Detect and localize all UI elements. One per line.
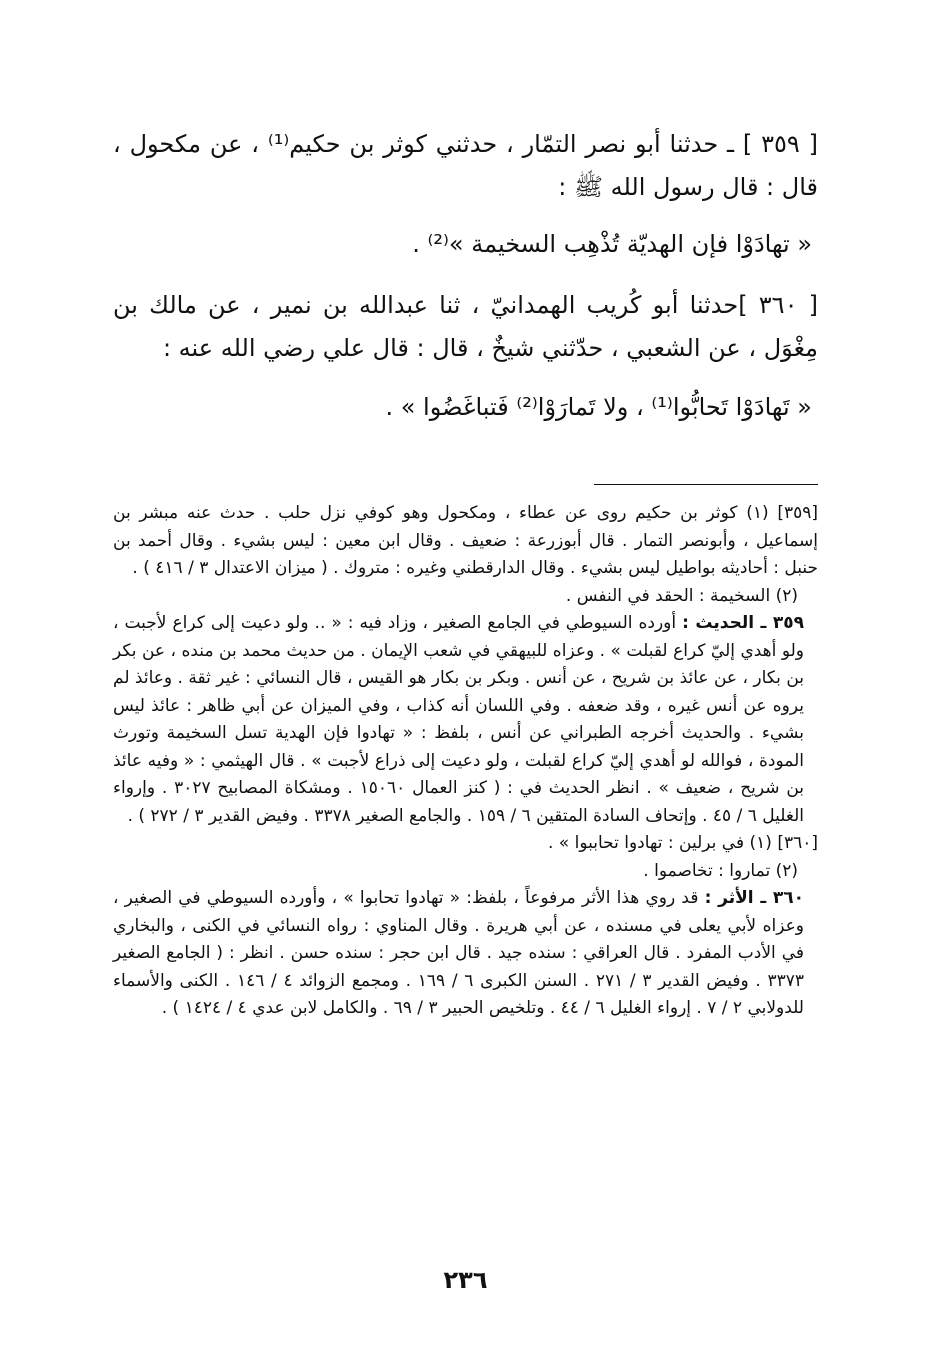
takhrij-359-text: أورده السيوطي في الجامع الصغير ، وزاد فيه : « .. ولو دعيت إلى كراع لأجبت ، ولو أهدي إليّ كراع لقبلت » . وعزاه للبيهقي في شعب الإيمان . من حديث محمد بن منده ، عن بكر بن بكار ، عن عائذ بن شريح ، عن أنس . وبكر بن بكار هو القيس ، قال النسائي : غير ثقة . وعائذ لم يروه عن أنس غيره ، وقد ضعفه . وفي اللسان أنه كذاب ، وفي الميزان عن أبي ظاهر : عائذ ليس بشيء . والحديث أخرجه الطبراني عن أنس ، بلفظ : « تهادوا فإن الهدية تسل السخيمة وتورث المودة ، فوالله لو أهدي إليّ كراع لقبلت ، ولو دعيت إلى ذراع لأجبت » . قال الهيثمي : « وفيه عائذ بن شريح ، ضعيف » . انظر الحديث في : ( كنز العمال ١٥٠٦٠ . ومشكاة المصابيح ٣٠٢٧ . وإرواء الغليل ٦ / ٤٥ . وإتحاف السادة المتقين ٦ / ١٥٩ . والجامع الصغير ٣٣٧٨ . وفيض القدير ٣ / ٢٧٢ ) . bbox=[113, 613, 804, 826]
takhrij-359 bbox=[113, 610, 818, 830]
footnote-359-2: (٢) السخيمة : الحقد في النفس . bbox=[565, 585, 798, 606]
page-number: ٢٣٦ bbox=[443, 1266, 488, 1294]
takhrij-359-label: ٣٥٩ ـ الحديث : bbox=[682, 613, 805, 633]
hadith-359-matn: « تهادَوْا فإن الهديّة تُذْهِب السخيمة »⁽²⁾ . bbox=[412, 230, 812, 258]
takhrij-360-text: قد روي هذا الأثر مرفوعاً ، بلفظ: « تهادوا تحابوا » ، وأورده السيوطي في الصغير ، وعزاه لأبي يعلى في مسنده ، عن أبي هريرة . وقال المناوي : رواه النسائي في الكنى ، والبخاري في الأدب المفرد . قال العراقي : سنده جيد . قال ابن حجر : سنده حسن . انظر : ( الجامع الصغير ٣٣٧٣ . وفيض القدير ٣ / ٢٧١ . السنن الكبرى ٦ / ١٦٩ . ومجمع الزوائد ٤ / ١٤٦ . الكنى والأسماء للدولابي ٢ / ٧ . إرواء الغليل ٦ / ٤٤ . وتلخيص الحبير ٣ / ٦٩ . والكامل لابن عدي ٤ / ١٤٢٤ ) . bbox=[113, 888, 804, 1018]
footnote-360-2: (٢) تماروا : تخاصموا . bbox=[643, 860, 798, 881]
hadith-360-isnad: [ ٣٦٠ ]حدثنا أبو كُريب الهمدانيّ ، ثنا عبدالله بن نمير ، عن مالك بن مِغْوَل ، عن الشعبي ، حدّثني شيخٌ ، قال : قال علي رضي الله عنه : bbox=[113, 291, 818, 362]
footnote-360-1: [٣٦٠] (١) في برلين : تهادوا تحاببوا » . bbox=[547, 833, 818, 853]
takhrij-360-label: ٣٦٠ ـ الأثر : bbox=[704, 888, 804, 908]
main-text bbox=[113, 123, 818, 429]
footnote-359-1: [٣٥٩] (١) كوثر بن حكيم روى عن عطاء ، ومكحول وهو كوفي نزل حلب . حدث عنه مبشر بن إسماعيل ، وأبونصر التمار . قال أبوزرعة : ضعيف . وقال ابن معين : ليس بشيء . وقال أحمد بن حنبل : أحاديثه بواطيل ليس بشيء . وقال الدارقطني وغيره : متروك . ( ميزان الاعتدال ٣ / ٤١٦ ) . bbox=[113, 503, 819, 578]
hadith-360-matn: « تَهادَوْا تَحابُّوا⁽¹⁾ ، ولا تَمارَوْا⁽²⁾ فَتباغَضُوا » . bbox=[385, 393, 812, 421]
footnote-separator bbox=[594, 484, 818, 485]
footnotes bbox=[113, 500, 818, 1023]
takhrij-360 bbox=[113, 885, 818, 1023]
hadith-359-isnad: [ ٣٥٩ ] ـ حدثنا أبو نصر التمّار ، حدثني كوثر بن حكيم⁽¹⁾ ، عن مكحول ، قال : قال رسول الله ﷺ : bbox=[113, 130, 818, 201]
